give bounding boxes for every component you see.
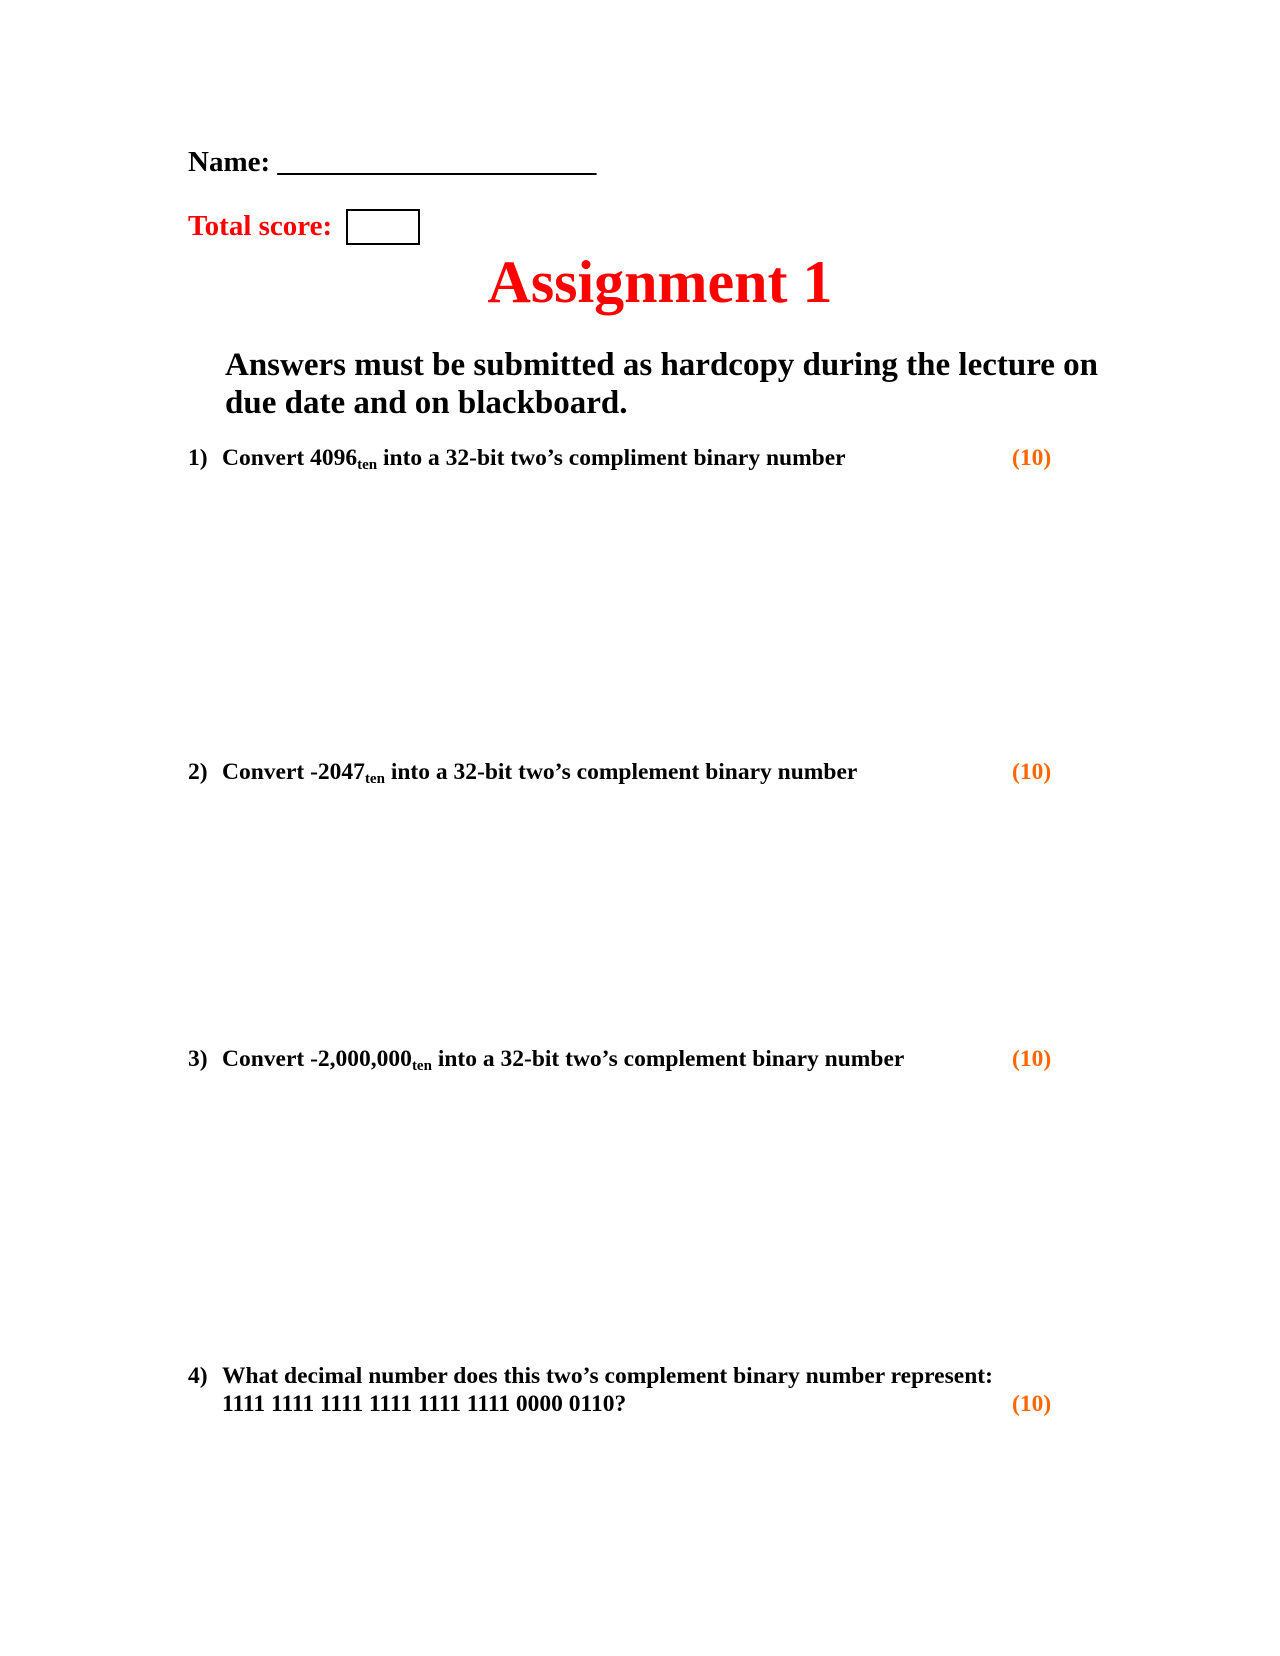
question-number: 4) (188, 1363, 208, 1389)
total-score-label: Total score: (188, 210, 333, 242)
question-subscript: ten (411, 1058, 432, 1074)
total-score-box[interactable] (346, 209, 420, 245)
question-text-end: into a 32-bit two’s complement binary number (431, 1046, 905, 1072)
question-number: 2) (188, 759, 208, 785)
question-4-points: (10) (1012, 1391, 1052, 1417)
instructions-text: Answers must be submitted as hardcopy during the lecture on due date and on blackboard. (225, 347, 1099, 421)
question-text-line-1: What decimal number does this two’s complement binary number represent: (222, 1363, 993, 1389)
question-text-end: into a 32-bit two’s compliment binary number (377, 445, 846, 471)
question-text-start: Convert -2047 (222, 759, 365, 785)
question-number: 3) (188, 1046, 208, 1072)
question-subscript: ten (364, 771, 385, 787)
question-2 (188, 759, 857, 788)
name-field (188, 146, 596, 179)
question-3-points: (10) (1012, 1046, 1052, 1072)
question-text-start: Convert -2,000,000 (222, 1046, 412, 1072)
question-3 (188, 1046, 904, 1075)
name-label: Name: (188, 146, 271, 178)
question-1 (188, 445, 846, 474)
question-number: 1) (188, 445, 208, 471)
question-subscript: ten (357, 457, 378, 473)
question-1-points: (10) (1012, 445, 1052, 471)
question-2-points: (10) (1012, 759, 1052, 785)
question-text-start: Convert 4096 (222, 445, 358, 471)
question-4 (188, 1363, 993, 1390)
page-title: Assignment 1 (487, 249, 833, 315)
name-blank-line[interactable]: ______________________ (277, 146, 597, 178)
question-4-binary-value: 1111 1111 1111 1111 1111 1111 0000 0110? (222, 1391, 627, 1417)
question-text-end: into a 32-bit two’s complement binary number (384, 759, 858, 785)
